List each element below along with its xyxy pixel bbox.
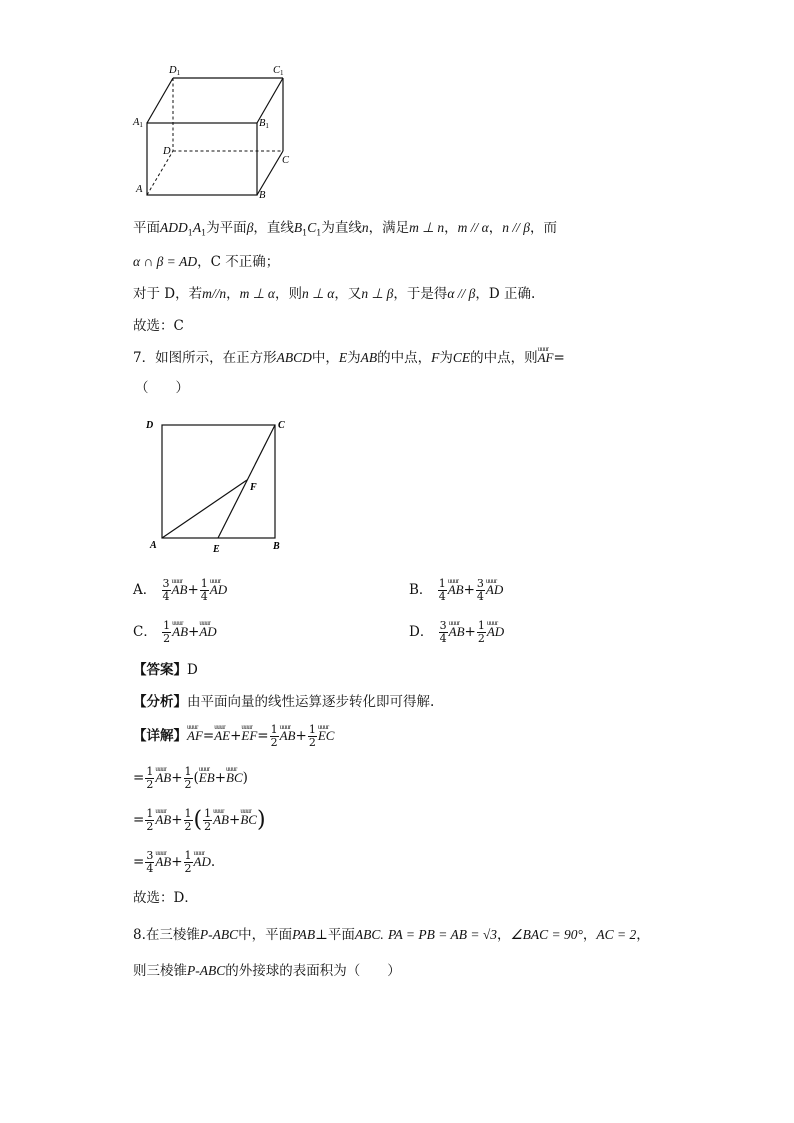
label-d: D bbox=[146, 420, 154, 431]
solution-line4: = $\frac{3}{4}$ uuur AB+ $\frac{1}{2}$ uuur AD. bbox=[133, 850, 215, 875]
label-c: C bbox=[282, 155, 290, 166]
option-d[interactable]: D． $\frac{3}{4}$ uuur AB+ $\frac{1}{2}$ uuur AD bbox=[409, 620, 504, 645]
q8-line2: 则三棱锥P-ABC的外接球的表面积为（ ） bbox=[133, 963, 401, 979]
segment-af bbox=[162, 480, 247, 538]
label-b: B bbox=[259, 190, 266, 201]
label-d1: D1 bbox=[169, 65, 181, 77]
option-b[interactable]: B． $\frac{1}{4}$ uuur AB+ $\frac{3}{4}$ uuur AD bbox=[409, 578, 503, 603]
solution-line3: = $\frac{1}{2}$ uuur AB+ $\frac{1}{2}$ ( $\frac{1}{2}$ uuur AB+uuur BC) bbox=[133, 808, 266, 833]
label-d: D bbox=[163, 146, 171, 157]
option-c[interactable]: C． $\frac{1}{2}$ uuur AB+uuur AD bbox=[133, 620, 217, 645]
analysis-line: 【分析】由平面向量的线性运算逐步转化即可得解. bbox=[133, 694, 435, 710]
segment-ec bbox=[218, 425, 275, 538]
cube-text-line1: 平面$ADD_1A_1$为平面β，直线$B_1C_1$为直线n，满足m ⊥ n，m // α，n // β，而 bbox=[133, 220, 557, 238]
label-a1: A1 bbox=[133, 117, 143, 129]
square-abcd bbox=[162, 425, 275, 538]
q7-paren: （ ） bbox=[135, 380, 189, 396]
answer-line: 【答案】D bbox=[133, 662, 198, 678]
cube-text-line4: 故选：C bbox=[133, 318, 184, 334]
label-c1: C1 bbox=[273, 65, 284, 77]
solution-conclusion: 故选：D． bbox=[133, 890, 198, 906]
square-figure bbox=[140, 412, 300, 560]
solution-line2: = $\frac{1}{2}$ uuur AB+ $\frac{1}{2}$ (uuur EB+uuur BC) bbox=[133, 766, 248, 791]
cube-edge-a1d1 bbox=[147, 78, 173, 123]
cube-figure bbox=[125, 58, 310, 208]
label-b1: B1 bbox=[259, 118, 269, 130]
label-e: E bbox=[213, 544, 220, 555]
cube-text-line2: α ∩ β = AD，C 不正确； bbox=[133, 254, 280, 270]
label-a: A bbox=[150, 540, 157, 551]
cube-text-line3: 对于 D，若m//n，m ⊥ α，则n ⊥ α，又n ⊥ β，于是得α // β，D 正确. bbox=[133, 286, 536, 302]
option-a[interactable]: A． $\frac{3}{4}$ uuur AB+ $\frac{1}{4}$ uuur AD bbox=[133, 578, 227, 603]
q7-stem: 7．如图所示，在正方形ABCD中，E为AB的中点，F为CE的中点，则uuur AF= bbox=[133, 349, 565, 367]
cube-edge-bc bbox=[257, 151, 283, 195]
solution-line1: 【详解】uuur AF=uuur AE+uuur EF= $\frac{1}{2}$ uuur AB+ $\frac{1}{2}$ uuur EC bbox=[133, 724, 334, 749]
label-b: B bbox=[273, 541, 280, 552]
cube-edge-ad bbox=[147, 151, 173, 195]
cube-edge-b1c1 bbox=[257, 78, 283, 123]
cube-front-face bbox=[147, 123, 257, 195]
label-f: F bbox=[250, 482, 257, 493]
label-c: C bbox=[278, 420, 285, 431]
label-a: A bbox=[136, 184, 143, 195]
q8-line1: 8.在三棱锥P-ABC中，平面PAB⊥平面ABC. PA = PB = AB = √3，∠BAC = 90°，AC = 2， bbox=[133, 927, 650, 943]
